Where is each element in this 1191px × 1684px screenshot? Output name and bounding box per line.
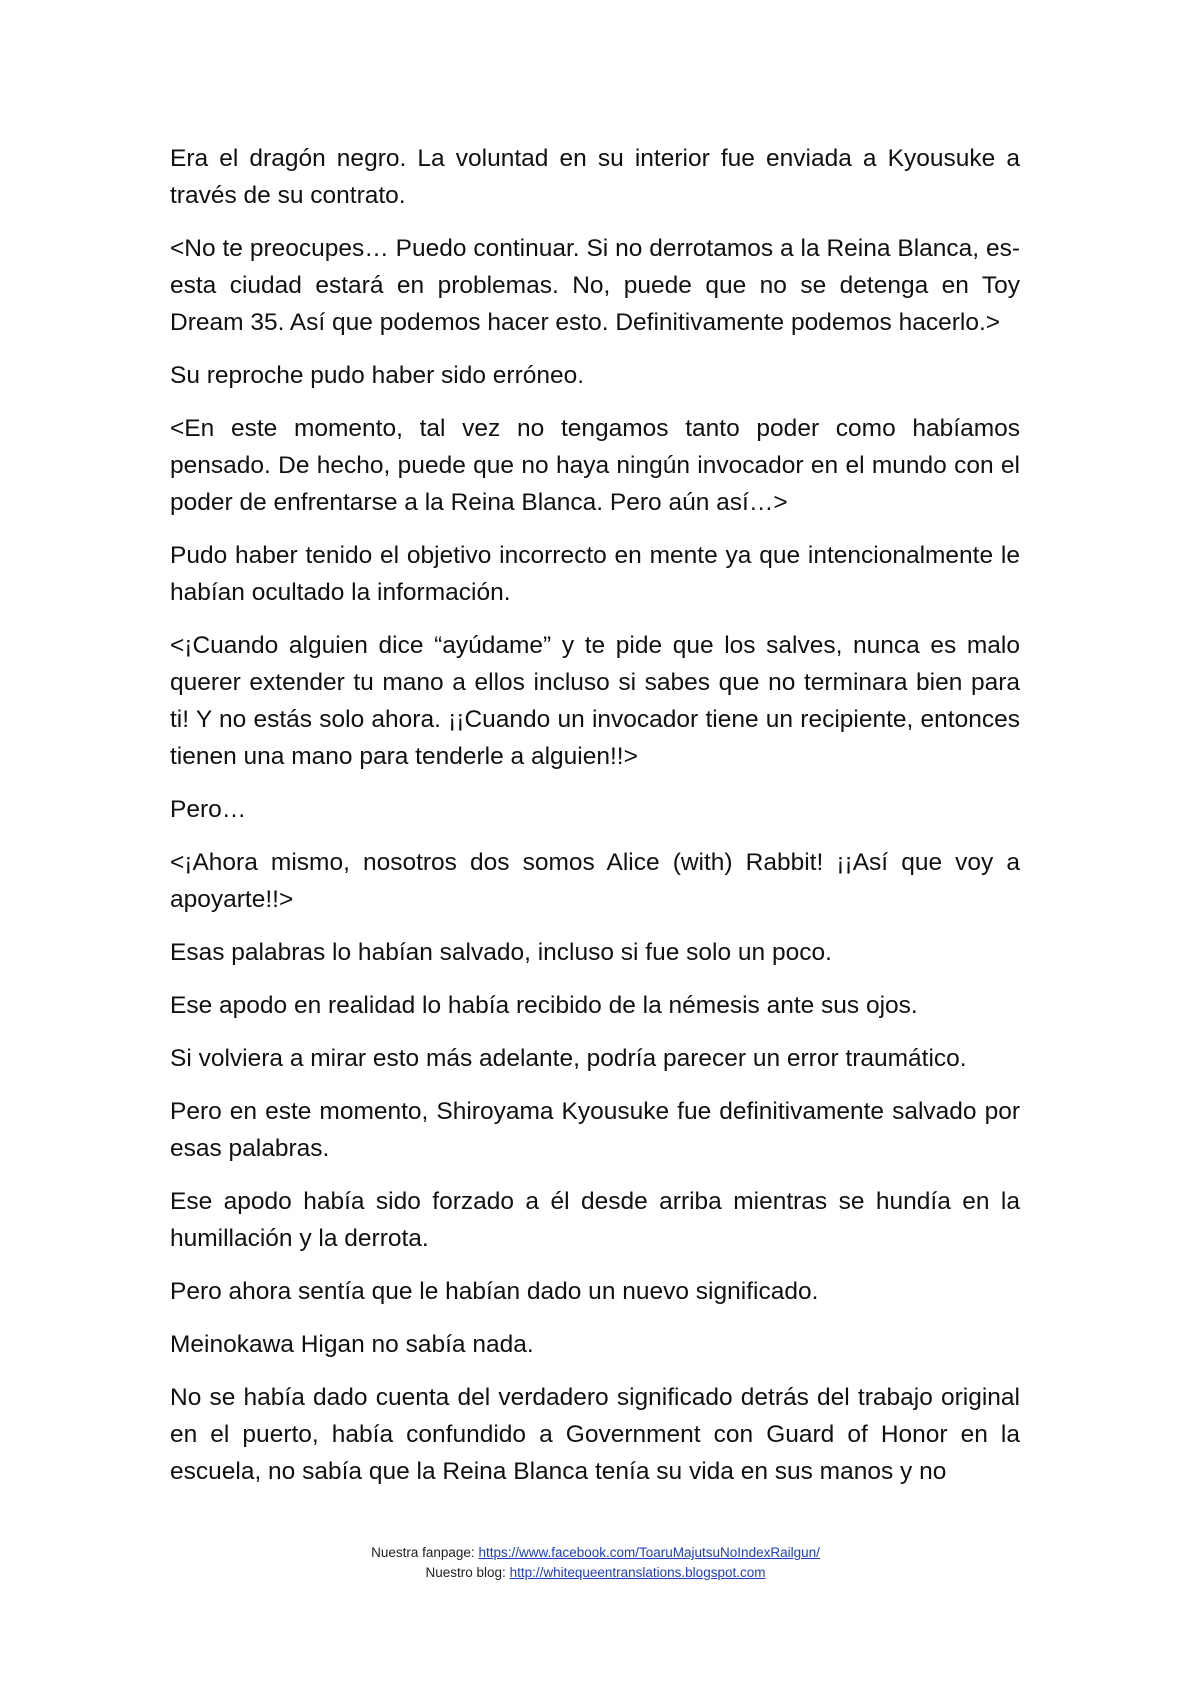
paragraph: No se había dado cuenta del verdadero significado detrás del trabajo original en el puerto, había confundido a Government con Guard of Honor en la escuela, no sabía que la Reina Blanca tenía su vida en sus manos y no xyxy=(170,1384,1020,1485)
paragraph: Pudo haber tenido el objetivo incorrecto en mente ya que intencionalmente le habían ocultado la información. xyxy=(170,542,1020,606)
blog-line xyxy=(0,1563,1191,1583)
fanpage-label: Nuestra fanpage: xyxy=(371,1545,479,1560)
fanpage-line xyxy=(0,1543,1191,1563)
paragraph: Era el dragón negro. La voluntad en su interior fue enviada a Kyousuke a través de su contrato. xyxy=(170,145,1020,209)
paragraph: Ese apodo en realidad lo había recibido de la némesis ante sus ojos. xyxy=(170,992,918,1019)
page-footer xyxy=(0,1543,1191,1583)
blog-label: Nuestro blog: xyxy=(425,1565,510,1580)
paragraph: <No te preocupes… Puedo continuar. Si no derrotamos a la Reina Blanca, es-esta ciudad estará en problemas. No, puede que no se detenga en Toy Dream 35. Así que podemos hacer esto. Definitivamente podemos hacerlo.> xyxy=(170,235,1020,336)
paragraph: Pero en este momento, Shiroyama Kyousuke fue definitivamente salvado por esas palabras. xyxy=(170,1098,1020,1162)
paragraph: Ese apodo había sido forzado a él desde arriba mientras se hundía en la humillación y la derrota. xyxy=(170,1188,1020,1252)
paragraph: <¡Cuando alguien dice “ayúdame” y te pide que los salves, nunca es malo querer extender tu mano a ellos incluso si sabes que no terminara bien para ti! Y no estás solo ahora. ¡¡Cuando un invocador tiene un recipiente, entonces tienen una mano para tenderle a alguien!!> xyxy=(170,632,1020,770)
paragraph: Su reproche pudo haber sido erróneo. xyxy=(170,362,585,389)
body-text xyxy=(170,140,1020,1506)
blog-link[interactable]: http://whitequeentranslations.blogspot.com xyxy=(509,1565,766,1580)
paragraph: <¡Ahora mismo, nosotros dos somos Alice (with) Rabbit! ¡¡Así que voy a apoyarte!!> xyxy=(170,849,1020,913)
paragraph: Pero ahora sentía que le habían dado un nuevo significado. xyxy=(170,1278,819,1305)
paragraph: Meinokawa Higan no sabía nada. xyxy=(170,1331,534,1358)
paragraph: Si volviera a mirar esto más adelante, podría parecer un error traumático. xyxy=(170,1045,967,1072)
paragraph: Pero… xyxy=(170,796,247,823)
paragraph: <En este momento, tal vez no tengamos tanto poder como habíamos pensado. De hecho, puede que no haya ningún invocador en el mundo con el poder de enfrentarse a la Reina Blanca. Pero aún así…> xyxy=(170,415,1020,516)
fanpage-link[interactable]: https://www.facebook.com/ToaruMajutsuNoIndexRailgun/ xyxy=(478,1545,820,1560)
paragraph: Esas palabras lo habían salvado, incluso si fue solo un poco. xyxy=(170,939,832,966)
